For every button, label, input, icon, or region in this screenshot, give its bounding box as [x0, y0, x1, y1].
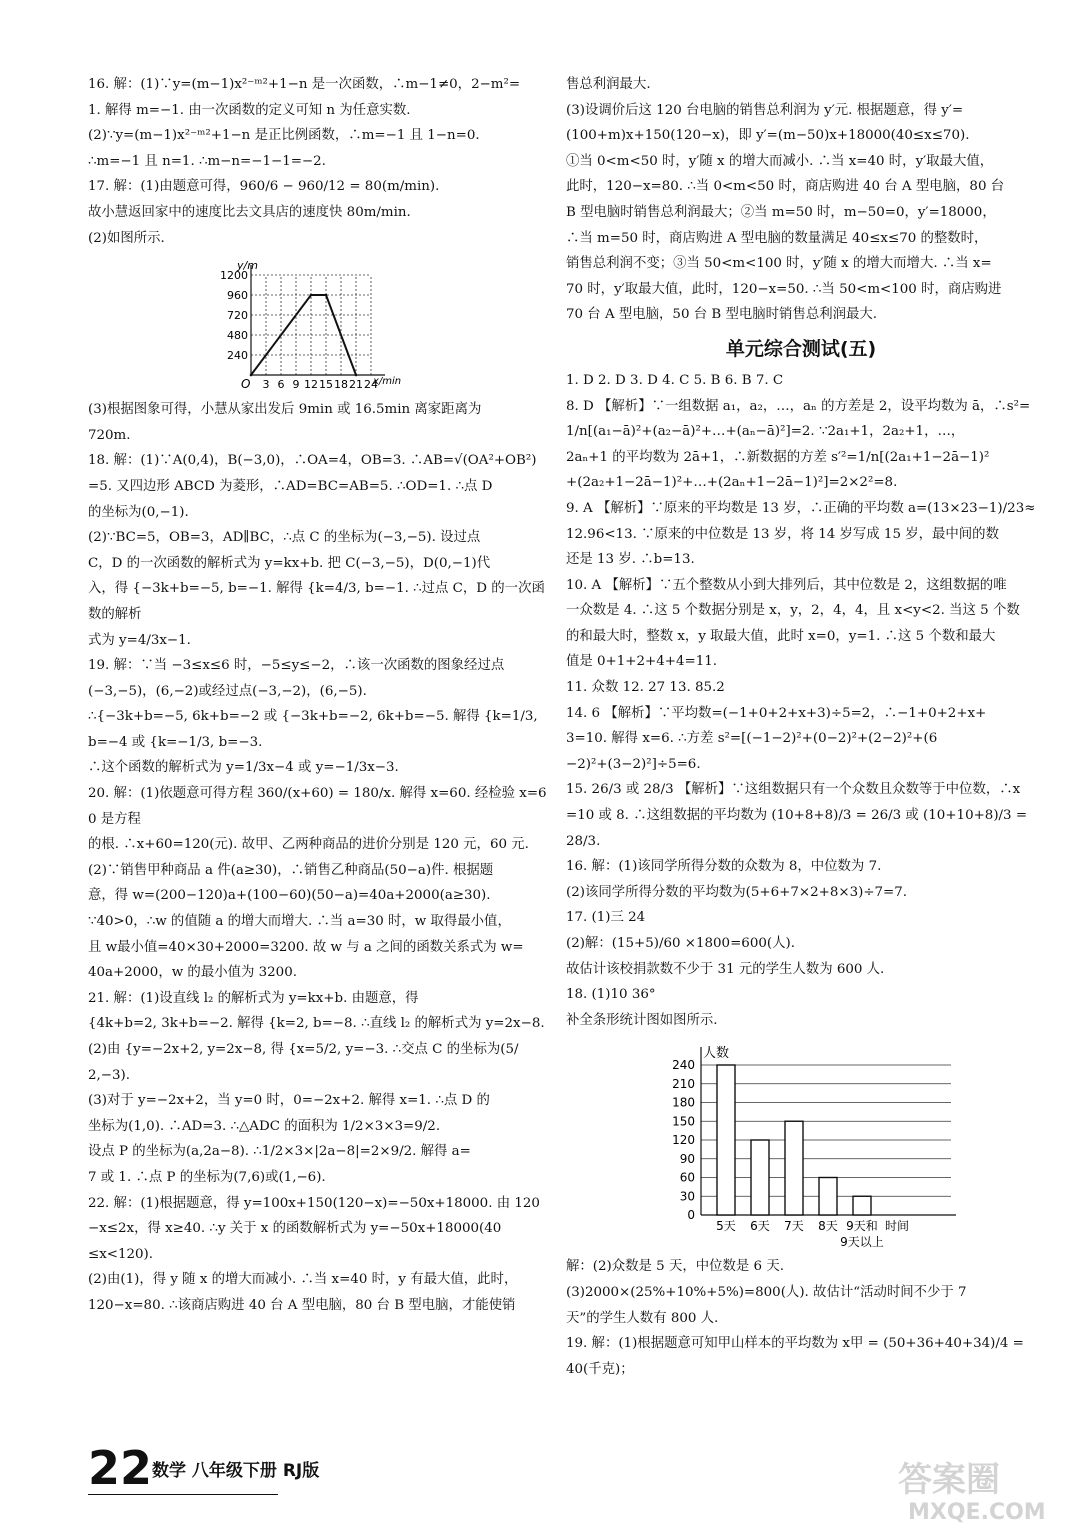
x-tick-label: 9: [292, 378, 300, 392]
text-line: (2)由(1)，得 y 随 x 的增大而减小. ∴当 x=40 时，y 有最大值，此时，: [88, 1272, 518, 1288]
x-axis-label: 时间: [885, 1219, 910, 1234]
text-line: 3=10. 解得 x=6. ∴方差 s²=[(−1−2)²+(0−2)²+(2−2)²+(6: [566, 731, 938, 747]
text-line: 14. 6 【解析】∵平均数=(−1+0+2+x+3)÷5=2，∴−1+0+2+x+: [566, 705, 987, 721]
text-line: 40a+2000，w 的最小值为 3200.: [88, 965, 297, 981]
footer-rule: [88, 1494, 278, 1495]
text-line: (−3,−5)，(6,−2)或经过点(−3,−2)，(6,−5).: [88, 683, 367, 699]
text-line: 70 时，y′取最大值，此时，120−x=50. ∴当 50<m<100 时，商店购进: [566, 281, 1002, 297]
text-line: 1. 解得 m=−1. 由一次函数的定义可知 n 为任意实数.: [88, 102, 411, 118]
bar: [853, 1197, 871, 1216]
text-line: (2)如图所示.: [88, 230, 165, 246]
text-line: 的和最大时，整数 x，y 取最大值，此时 x=0，y=1. ∴这 5 个数和最大: [566, 628, 996, 644]
x-tick-label: 15: [319, 378, 333, 392]
y-tick-label: 60: [679, 1170, 695, 1185]
text-line: 坐标为(1,0). ∴AD=3. ∴△ADC 的面积为 1/2×3×3=9/2.: [88, 1118, 441, 1134]
y-tick-label: 120: [672, 1133, 695, 1148]
text-line: 故小慧返回家中的速度比去文具店的速度快 80m/min.: [88, 204, 411, 220]
data-point: [250, 374, 253, 377]
y-tick-label: 960: [227, 289, 248, 303]
data-point: [355, 374, 358, 377]
text-line: 12.96<13. ∵原来的中位数是 13 岁，将 14 岁写成 15 岁，最中间的数: [566, 526, 999, 542]
text-line: (2)由 {y=−2x+2, y=2x−8, 得 {x=5/2, y=−3. ∴交点 C 的坐标为(5/2,−3).: [88, 1042, 519, 1083]
x-tick-label: 18: [334, 378, 348, 392]
text-line: 的坐标为(0,−1).: [88, 504, 189, 520]
text-line: 天”的学生人数有 800 人.: [566, 1310, 719, 1326]
text-line: (2)解：(15+5)/60 ×1800=600(人).: [566, 936, 795, 951]
text-line: 17. 解：(1)由题意可得，960/6 − 960/12 = 80(m/min).: [88, 179, 440, 195]
distance-time-chart: [213, 253, 433, 393]
text-line: 18. 解：(1)∵A(0,4)，B(−3,0)，∴OA=4，OB=3. ∴AB=√(OA²+OB²): [88, 453, 537, 469]
text-line: 15. 26/3 或 28/3 【解析】∵这组数据只有一个众数且众数等于中位数，∴x: [566, 782, 1021, 798]
y-tick-label: 90: [679, 1152, 695, 1167]
y-axis-label: y/m: [237, 259, 258, 273]
x-tick-label: 5天: [716, 1219, 736, 1234]
text-line: 还是 13 岁. ∴b=13.: [566, 552, 695, 568]
text-line: 720m.: [88, 427, 131, 443]
watermark-line2: MXQE.COM: [908, 1500, 1046, 1525]
text-line: C，D 的一次函数的解析式为 y=kx+b. 把 C(−3,−5)，D(0,−1)代: [88, 555, 491, 571]
text-line: 式为 y=4/3x−1.: [88, 632, 191, 648]
origin-label: O: [241, 377, 251, 392]
x-tick-label-extra: 9天以上: [840, 1235, 884, 1250]
text-line: 销售总利润不变；③当 50<m<100 时，y′随 x 的增大而增大. ∴当 x=: [566, 256, 992, 272]
page-footer: [88, 1440, 488, 1500]
y-tick-label: 240: [672, 1058, 695, 1073]
watermark-line1: 答案圈: [898, 1460, 1000, 1500]
text-line: ∵40>0，∴w 的值随 a 的增大而增大. ∴当 a=30 时，w 取得最小值，: [88, 914, 511, 930]
y-tick-label: 240: [227, 349, 248, 363]
bar: [751, 1140, 769, 1215]
text-line: =5. 又四边形 ABCD 为菱形，∴AD=BC=AB=5. ∴OD=1. ∴点 D: [88, 478, 493, 494]
text-line: +(2a₂+1−2ā−1)²+…+(2aₙ+1−2ā−1)²]=2×2²=8.: [566, 475, 898, 491]
bar: [785, 1122, 803, 1216]
text-line: 且 w最小值=40×30+2000=3200. 故 w 与 a 之间的函数关系式为 w=: [88, 939, 524, 955]
right-column: [566, 72, 1036, 1382]
text-line: 19. 解：(1)根据题意可知甲山样本的平均数为 x甲 = (50+36+40+34)/4 =: [566, 1336, 1024, 1352]
x-tick-label: 24: [364, 378, 378, 392]
x-tick-label: 9天和: [846, 1219, 878, 1234]
x-tick-label: 7天: [784, 1219, 804, 1234]
text-line: −2)²+(3−2)²]÷5=6.: [566, 756, 701, 772]
text-line: 40(千克)；: [566, 1361, 634, 1377]
x-tick-label: 8天: [818, 1219, 838, 1234]
left-column: [88, 72, 548, 1319]
x-tick-label: 12: [304, 378, 318, 392]
text-line: 的根. ∴x+60=120(元). 故甲、乙两种商品的进价分别是 120 元，60 元.: [88, 837, 529, 853]
text-line: 20. 解：(1)依题意可得方程 360/(x+60) = 180/x. 解得 x=60. 经检验 x=60 是方程: [88, 786, 547, 827]
y-tick-label: 480: [227, 329, 248, 343]
book-subject: 数学 八年级下册 RJ版: [152, 1461, 320, 1481]
x-tick-label: 6天: [750, 1219, 770, 1234]
text-line: 9. A 【解析】∵原来的平均数是 13 岁，∴正确的平均数 a=(13×23−1)/23≈: [566, 500, 1036, 516]
text-line: (2)该同学所得分数的平均数为(5+6+7×2+8×3)÷7=7.: [566, 884, 908, 900]
text-line: 此时，120−x=80. ∴当 0<m<50 时，商店购进 40 台 A 型电脑，80 台: [566, 179, 1005, 195]
text-line: 设点 P 的坐标为(a,2a−8). ∴1/2×3×|2a−8|=2×9/2. 解得 a=: [88, 1144, 471, 1160]
text-line: (3)对于 y=−2x+2，当 y=0 时，0=−2x+2. 解得 x=1. ∴点 D 的: [88, 1093, 490, 1109]
text-line: ∴当 m=50 时，商店购进 A 型电脑的数量满足 40≤x≤70 的整数时，: [566, 230, 988, 246]
text-line: ∴m=−1 且 n=1. ∴m−n=−1−1=−2.: [88, 153, 326, 169]
text-line: 120−x=80. ∴该商店购进 40 台 A 型电脑，80 台 B 型电脑，才能使销: [88, 1297, 516, 1313]
y-axis-label: 人数: [703, 1046, 730, 1062]
text-line: 故估计该校捐款数不少于 31 元的学生人数为 600 人.: [566, 961, 885, 977]
x-axis-label: x/min: [373, 376, 402, 388]
text-line: (2)∵y=(m−1)x²⁻ᵐ²+1−n 是正比例函数，∴m=−1 且 1−n=0.: [88, 128, 480, 144]
text-line: 70 台 A 型电脑，50 台 B 型电脑时销售总利润最大.: [566, 307, 878, 323]
text-line: 16. 解：(1)该同学所得分数的众数为 8，中位数为 7.: [566, 859, 882, 875]
text-line: ∴{−3k+b=−5, 6k+b=−2 或 {−3k+b=−2, 6k+b=−5. 解得 {k=1/3, b=−4 或 {k=−1/3, b=−3.: [88, 709, 538, 750]
y-tick-label: 1200: [220, 269, 248, 283]
y-tick-label: 0: [687, 1208, 695, 1223]
y-tick-label: 720: [227, 309, 248, 323]
text-line: B 型电脑时销售总利润最大；②当 m=50 时，m−50=0，y′=18000，: [566, 204, 996, 220]
text-line: 2aₙ+1 的平均数为 2ā+1，∴新数据的方差 s′²=1/n[(2a₁+1−2ā−1)²: [566, 449, 990, 465]
text-line: 一众数是 4. ∴这 5 个数据分别是 x，y，2，4，4，且 x<y<2. 当这 5 个数: [566, 603, 1020, 619]
data-point: [310, 294, 313, 297]
text-line: (100+m)x+150(120−x)，即 y′=(m−50)x+18000(40≤x≤70).: [566, 128, 970, 144]
text-line: ≤x<120).: [88, 1246, 154, 1262]
text-line: 22. 解：(1)根据题意，得 y=100x+150(120−x)=−50x+18000. 由 120: [88, 1195, 540, 1211]
text-line: (2)∵销售甲种商品 a 件(a≥30)，∴销售乙种商品(50−a)件. 根据题: [88, 862, 494, 878]
text-line: (3)根据图象可得，小慧从家出发后 9min 或 16.5min 离家距离为: [88, 402, 482, 418]
text-line: 7 或 1. ∴点 P 的坐标为(7,6)或(1,−6).: [88, 1169, 326, 1185]
text-line: (3)2000×(25%+10%+5%)=800(人). 故估计“活动时间不少于 7: [566, 1284, 967, 1300]
text-line: −x≤2x，得 x≥40. ∴y 关于 x 的函数解析式为 y=−50x+18000(40: [88, 1221, 502, 1237]
text-line: {4k+b=2, 3k+b=−2. 解得 {k=2, b=−8. ∴直线 l₂ 的解析式为 y=2x−8.: [88, 1016, 545, 1032]
text-line: 16. 解：(1)∵y=(m−1)x²⁻ᵐ²+1−n 是一次函数，∴m−1≠0，2−m²=: [88, 77, 521, 92]
data-point: [325, 294, 328, 297]
text-line: 18. (1)10 36°: [566, 987, 656, 1003]
text-line: =10 或 8. ∴这组数据的平均数为 (10+8+8)/3 = 26/3 或 (10+10+8)/3 = 28/3.: [566, 808, 1028, 849]
x-tick-label: 6: [277, 378, 285, 392]
text-line: 解：(2)众数是 5 天，中位数是 6 天.: [566, 1259, 784, 1275]
bar: [717, 1065, 735, 1215]
text-line: 售总利润最大.: [566, 77, 651, 92]
text-line: 值是 0+1+2+4+4=11.: [566, 654, 718, 670]
y-tick-label: 30: [679, 1189, 695, 1204]
x-tick-label: 3: [262, 378, 270, 392]
text-line: 19. 解：∵当 −3≤x≤6 时，−5≤y≤−2，∴该一次函数的图象经过点: [88, 658, 505, 674]
y-tick-label: 210: [672, 1077, 695, 1092]
page-number: 22: [88, 1441, 153, 1495]
text-line: ①当 0<m<50 时，y′随 x 的增大而减小. ∴当 x=40 时，y′取最大值，: [566, 153, 994, 169]
text-line: 1. D 2. D 3. D 4. C 5. B 6. B 7. C: [566, 372, 784, 388]
activity-bar-chart: [661, 1035, 981, 1250]
bar: [819, 1178, 837, 1216]
text-line: (3)设调价后这 120 台电脑的销售总利润为 y′元. 根据题意，得 y′=: [566, 102, 964, 118]
text-line: 17. (1)三 24: [566, 910, 646, 926]
section-title: 单元综合测试(五): [725, 337, 877, 360]
text-line: 补全条形统计图如图所示.: [566, 1012, 718, 1028]
y-tick-label: 150: [672, 1114, 695, 1129]
text-line: 10. A 【解析】∵五个整数从小到大排列后，其中位数是 2，这组数据的唯: [566, 577, 1007, 593]
text-line: 8. D 【解析】∵一组数据 a₁，a₂，…，aₙ 的方差是 2，设平均数为 ā，∴s²=: [566, 398, 1031, 414]
x-tick-label: 21: [349, 378, 363, 392]
text-line: (2)∵BC=5，OB=3，AD∥BC，∴点 C 的坐标为(−3,−5). 设过点: [88, 530, 481, 546]
text-line: ∴这个函数的解析式为 y=1/3x−4 或 y=−1/3x−3.: [88, 760, 399, 776]
text-line: 1/n[(a₁−ā)²+(a₂−ā)²+…+(aₙ−ā)²]=2. ∵2a₁+1，2a₂+1，…，: [566, 424, 965, 440]
text-line: 入，得 {−3k+b=−5, b=−1. 解得 {k=4/3, b=−1. ∴过点 C，D 的一次函数的解析: [88, 581, 545, 622]
text-line: 意，得 w=(200−120)a+(100−60)(50−a)=40a+2000(a≥30).: [88, 888, 491, 904]
text-line: 11. 众数 12. 27 13. 85.2: [566, 680, 725, 696]
watermark-logo: [890, 1455, 1070, 1525]
y-tick-label: 180: [672, 1095, 695, 1110]
text-line: 21. 解：(1)设直线 l₂ 的解析式为 y=kx+b. 由题意，得: [88, 990, 419, 1006]
